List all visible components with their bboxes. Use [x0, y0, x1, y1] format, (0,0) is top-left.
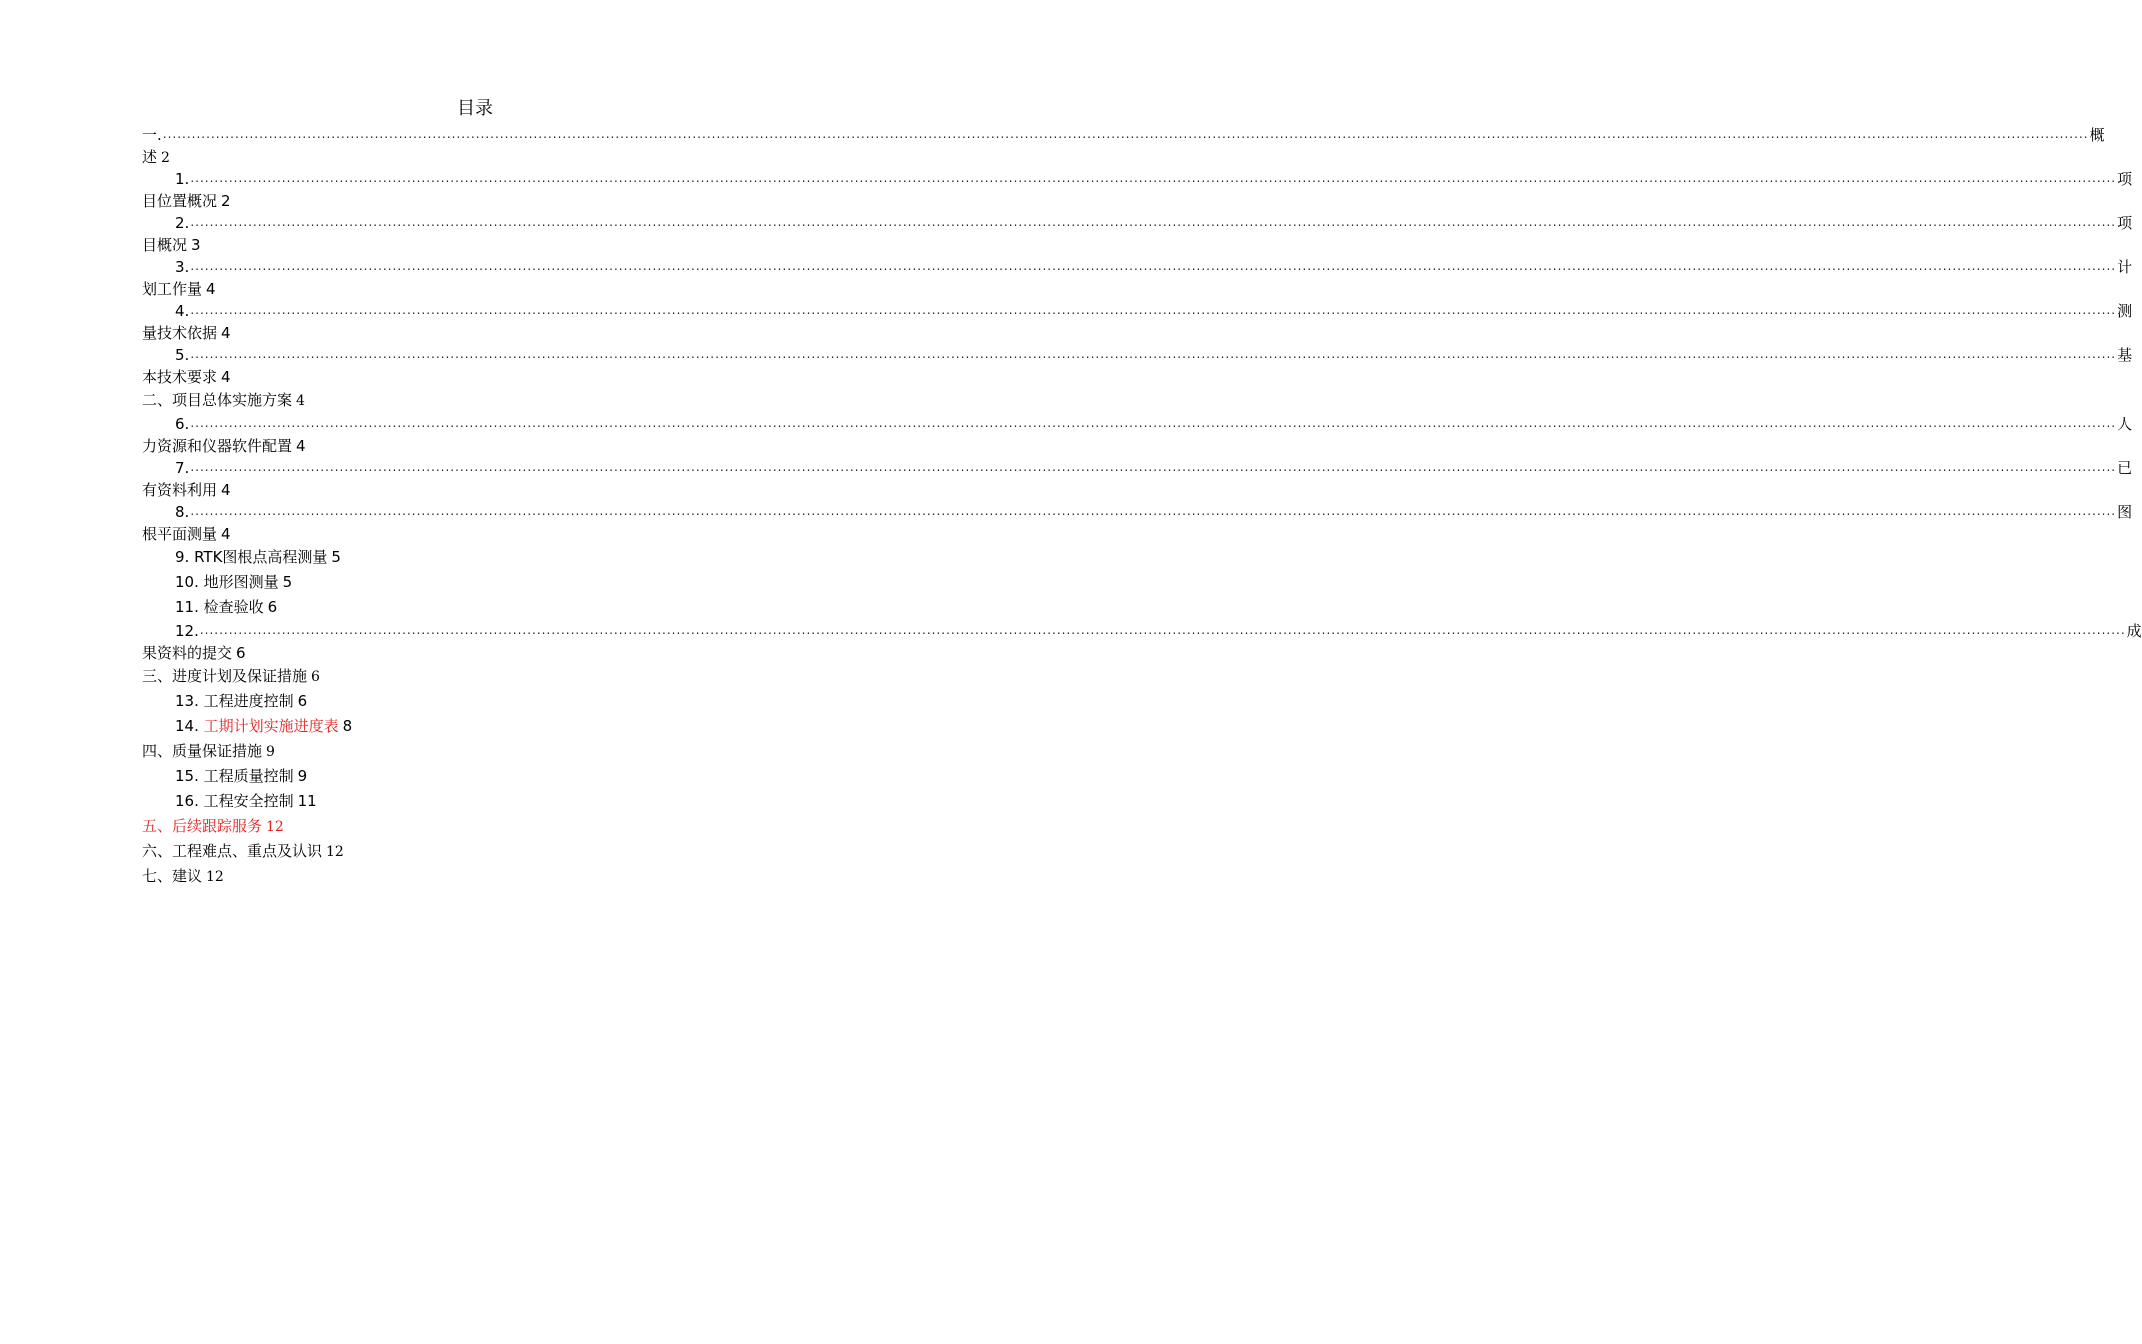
toc-entry-title: 六、工程难点、重点及认识: [142, 842, 323, 860]
toc-entry[interactable]: [142, 545, 808, 570]
toc-entry[interactable]: [142, 388, 808, 413]
toc-entry-wrapped-line: [142, 234, 808, 256]
toc-entry-number: 一.: [142, 126, 162, 144]
table-of-contents: [142, 124, 2142, 889]
toc-entry[interactable]: [142, 413, 2133, 457]
toc-page-number: 5: [282, 573, 293, 591]
toc-entry[interactable]: [142, 168, 2133, 212]
toc-page-number: 6: [236, 644, 246, 662]
toc-entry-number: 14.: [175, 717, 204, 735]
toc-entry-title: 15. 工程质量控制: [175, 767, 294, 785]
toc-entry-line: [142, 344, 2133, 366]
toc-entry[interactable]: [142, 839, 808, 864]
toc-page-number: 9: [266, 744, 275, 760]
toc-entry-line: [142, 256, 2133, 278]
toc-entry[interactable]: [142, 300, 2133, 344]
toc-entry-line: [142, 212, 2133, 234]
toc-entry-title: 五、后续跟踪服务: [142, 817, 263, 835]
toc-entry-wrapped-line: [142, 523, 808, 545]
toc-entry-title-start: 概: [2089, 126, 2105, 144]
toc-entry-title-rest: 本技术要求: [142, 368, 218, 386]
toc-entry-number: 8.: [175, 503, 190, 521]
toc-page-number: 12: [206, 869, 224, 885]
toc-entry-wrapped-line: [142, 366, 808, 388]
toc-entry-line: [142, 413, 2133, 435]
toc-entry-line: [142, 501, 2133, 523]
toc-entry-line: [142, 168, 2133, 190]
toc-entry[interactable]: [142, 501, 2133, 545]
toc-page-number: 12: [326, 844, 344, 860]
toc-entry-title-rest: 划工作量: [142, 280, 203, 298]
toc-entry-title-start: 测: [2117, 302, 2133, 320]
toc-page-number: 6: [311, 669, 320, 685]
toc-title: 目录: [457, 98, 493, 119]
toc-entry-title-rest: 根平面测量: [142, 525, 218, 543]
toc-entry-title: 二、项目总体实施方案: [142, 391, 293, 409]
toc-entry[interactable]: [142, 689, 808, 714]
toc-entry[interactable]: [142, 764, 808, 789]
toc-entry-title: 13. 工程进度控制: [175, 692, 294, 710]
toc-page-number: 11: [297, 792, 317, 810]
toc-entry-title-start: 项: [2117, 170, 2133, 188]
toc-entry-line: [142, 620, 2142, 642]
toc-dot-leader: ................................................................................................................................................................................................................................................................................................................................................................................................................: [199, 623, 2126, 637]
toc-entry-title-rest: 目位置概况: [142, 192, 218, 210]
toc-entry[interactable]: [142, 595, 808, 620]
toc-page-number: 6: [267, 598, 278, 616]
toc-entry-title: 16. 工程安全控制: [175, 792, 294, 810]
toc-entry-title-start: 图: [2117, 503, 2133, 521]
toc-entry-wrapped-line: [142, 322, 808, 344]
toc-entry-wrapped-line: [142, 278, 808, 300]
toc-entry-title-rest: 力资源和仪器软件配置: [142, 437, 293, 455]
toc-entry-title-start: 成: [2126, 622, 2142, 640]
toc-dot-leader: ................................................................................................................................................................................................................................................................................................................................................................................................................: [190, 416, 2117, 430]
toc-entry-title: 10. 地形图测量: [175, 573, 279, 591]
toc-entry-wrapped-line: [142, 190, 808, 212]
toc-entry[interactable]: [142, 212, 2133, 256]
toc-page-number: 12: [266, 819, 284, 835]
toc-page-number: 9: [297, 767, 308, 785]
toc-entry-title: 工期计划实施进度表: [203, 717, 339, 735]
toc-entry-title-rest: 有资料利用: [142, 481, 218, 499]
toc-entry-title: 四、质量保证措施: [142, 742, 263, 760]
toc-entry[interactable]: [142, 789, 808, 814]
toc-entry[interactable]: [142, 344, 2133, 388]
toc-page-number: 4: [296, 437, 306, 455]
toc-entry-line: [142, 300, 2133, 322]
toc-page-number: 2: [221, 192, 231, 210]
toc-entry[interactable]: [142, 124, 2105, 168]
toc-entry[interactable]: [142, 457, 2133, 501]
toc-dot-leader: ................................................................................................................................................................................................................................................................................................................................................................................................................: [190, 504, 2117, 518]
toc-entry-number: 1.: [175, 170, 190, 188]
toc-entry-title-start: 基: [2117, 346, 2133, 364]
toc-entry-title-rest: 目概况: [142, 236, 188, 254]
toc-entry-title: 11. 检查验收: [175, 598, 264, 616]
toc-entry-number: 2.: [175, 214, 190, 232]
toc-entry-wrapped-line: [142, 642, 808, 664]
toc-entry-number: 12.: [175, 622, 199, 640]
toc-page-number: 4: [221, 525, 231, 543]
toc-entry[interactable]: [142, 256, 2133, 300]
toc-page-number: 4: [206, 280, 216, 298]
toc-dot-leader: ................................................................................................................................................................................................................................................................................................................................................................................................................: [162, 127, 2089, 141]
toc-entry-line: [142, 457, 2133, 479]
toc-dot-leader: ................................................................................................................................................................................................................................................................................................................................................................................................................: [190, 215, 2117, 229]
toc-entry-title-rest: 果资料的提交: [142, 644, 233, 662]
toc-entry-number: 6.: [175, 415, 190, 433]
toc-entry-title: 七、建议: [142, 867, 203, 885]
toc-entry-title: 9. RTK图根点高程测量: [175, 548, 328, 566]
toc-page-number: 8: [342, 717, 353, 735]
toc-entry-number: 4.: [175, 302, 190, 320]
toc-entry-title-start: 已: [2117, 459, 2133, 477]
toc-dot-leader: ................................................................................................................................................................................................................................................................................................................................................................................................................: [190, 303, 2117, 317]
toc-page-number: 4: [221, 324, 231, 342]
toc-entry-number: 7.: [175, 459, 190, 477]
toc-page-number: 3: [191, 236, 201, 254]
toc-dot-leader: ................................................................................................................................................................................................................................................................................................................................................................................................................: [190, 460, 2117, 474]
toc-page-number: 4: [221, 481, 231, 499]
toc-entry[interactable]: [142, 620, 2142, 664]
toc-entry-number: 3.: [175, 258, 190, 276]
toc-page-number: 5: [331, 548, 341, 566]
toc-page-number: 4: [296, 393, 305, 409]
toc-entry-line: [142, 124, 2105, 146]
toc-entry-title-rest: 量技术依据: [142, 324, 218, 342]
toc-entry[interactable]: [142, 864, 808, 889]
toc-dot-leader: ................................................................................................................................................................................................................................................................................................................................................................................................................: [190, 347, 2117, 361]
toc-entry-wrapped-line: [142, 435, 808, 457]
toc-entry-title-rest: 述: [142, 148, 158, 166]
toc-entry-wrapped-line: [142, 146, 808, 168]
toc-entry-title-start: 计: [2117, 258, 2133, 276]
toc-entry-wrapped-line: [142, 479, 808, 501]
toc-entry[interactable]: [142, 570, 808, 595]
toc-entry[interactable]: [142, 739, 808, 764]
toc-dot-leader: ................................................................................................................................................................................................................................................................................................................................................................................................................: [190, 259, 2117, 273]
toc-entry[interactable]: [142, 664, 808, 689]
toc-entry-title-start: 项: [2117, 214, 2133, 232]
toc-page-number: 2: [161, 150, 170, 166]
toc-entry-title: 三、进度计划及保证措施: [142, 667, 308, 685]
toc-page-number: 4: [221, 368, 231, 386]
toc-entry[interactable]: [142, 814, 808, 839]
toc-page-number: 6: [297, 692, 308, 710]
toc-entry[interactable]: [142, 714, 808, 739]
toc-entry-number: 5.: [175, 346, 190, 364]
toc-entry-title-start: 人: [2117, 415, 2133, 433]
toc-dot-leader: ................................................................................................................................................................................................................................................................................................................................................................................................................: [190, 171, 2117, 185]
